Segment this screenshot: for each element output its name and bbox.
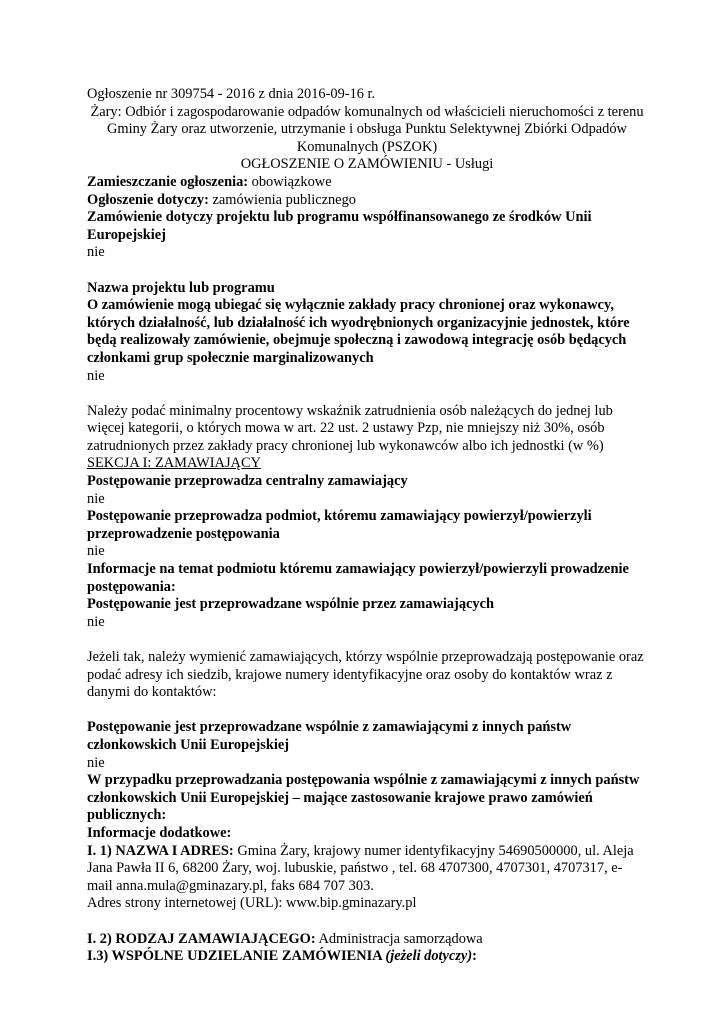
joint-award-italic: (jeżeli dotyczy) [385, 948, 473, 965]
entity-info-label: Informacje na temat podmiotu któremu zamawiający powierzył/powierzyli prowadzenie postępowania: [87, 561, 629, 595]
address-row [87, 843, 647, 896]
spacer [87, 702, 647, 720]
section-heading: SEKCJA I: ZAMAWIAJĄCY [87, 455, 261, 472]
central-label: Postępowanie przeprowadza centralny zamawiający [87, 473, 408, 490]
eu-project-value: nie [87, 244, 105, 261]
eu-joint-value: nie [87, 754, 105, 771]
website-line: Adres strony internetowej (URL): www.bip.gminazary.pl [87, 895, 417, 912]
joint-award-row [87, 948, 647, 966]
concerns-label: Ogłoszenie dotyczy: [87, 191, 209, 208]
central-value: nie [87, 490, 105, 507]
spacer [87, 385, 647, 403]
placement-row [87, 174, 647, 192]
eu-law-label: W przypadku przeprowadzania postępowania wspólnie z zamawiającymi z innych państw członkowskich Unii Europejskiej – mające zastosowanie krajowe prawo zamówień publicznych: [87, 772, 640, 824]
additional-info-label: Informacje dodatkowe: [87, 824, 232, 841]
notice-line: Ogłoszenie nr 309754 - 2016 z dnia 2016-09-16 r. [87, 86, 376, 102]
sheltered-value: nie [87, 367, 105, 384]
joint-award-label: I.3) WSPÓLNE UDZIELANIE ZAMÓWIENIA [87, 948, 386, 965]
placement-value: obowiązkowe [248, 173, 332, 190]
entrusted-value: nie [87, 543, 105, 560]
joint-note: Jeżeli tak, należy wymienić zamawiających, którzy wspólnie przeprowadzają postępowanie oraz podać adresy ich siedzib, krajowe numery identyfikacyjne oraz osoby do kontaktów wraz z danymi do kontaktów: [87, 649, 644, 701]
address-value: Gmina Żary, krajowy numer identyfikacyjny 54690500000, ul. Aleja Jana Pawła II 6, 68200 Żary, woj. lubuskie, państwo , tel. 68 4707300, 4707301, 4707317, e-mail anna.mula@gminazary.pl, faks 684 707 303. [87, 842, 634, 894]
type-label: I. 2) RODZAJ ZAMAWIAJĄCEGO: [87, 930, 316, 947]
spacer [87, 913, 647, 931]
placement-label: Zamieszczanie ogłoszenia: [87, 173, 249, 190]
eu-project-label: Zamówienie dotyczy projektu lub programu współfinansowanego ze środków Unii Europejskiej [87, 209, 592, 243]
spacer [87, 262, 647, 280]
eu-joint-label: Postępowanie jest przeprowadzane wspólnie z zamawiającymi z innych państw członkowskich Unii Europejskiej [87, 719, 572, 753]
document-page [87, 86, 647, 966]
employment-note: Należy podać minimalny procentowy wskaźnik zatrudnienia osób należących do jednej lub więcej kategorii, o których mowa w art. 22 ust. 2 ustawy Pzp, nie mniejszy niż 30%, osób zatrudnionych przez zakłady pracy chronionej lub wykonawców albo ich jednostki (w %) [87, 402, 613, 454]
concerns-row [87, 192, 647, 210]
joint-value: nie [87, 613, 105, 630]
joint-label: Postępowanie jest przeprowadzane wspólnie przez zamawiających [87, 596, 494, 613]
address-label: I. 1) NAZWA I ADRES: [87, 842, 234, 859]
type-row [87, 931, 647, 949]
sheltered-label: O zamówienie mogą ubiegać się wyłącznie zakłady pracy chronionej oraz wykonawcy, których działalność, lub działalność ich wyodrębnionych organizacyjnie jednostek, które będą realizowały zamówienie, obejmuje społeczną i zawodową integrację osób będących członkami grup społecznie marginalizowanych [87, 297, 630, 366]
entrusted-label: Postępowanie przeprowadza podmiot, któremu zamawiający powierzył/powierzyli przeprowadzenie postępowania [87, 508, 592, 542]
notice-subtitle: OGŁOSZENIE O ZAMÓWIENIU - Usługi [240, 156, 494, 173]
spacer [87, 631, 647, 649]
concerns-value: zamówienia publicznego [208, 191, 356, 208]
type-value: Administracja samorządowa [315, 930, 483, 947]
joint-award-colon: : [472, 948, 477, 965]
program-name-label: Nazwa projektu lub programu [87, 279, 275, 296]
notice-title: Żary: Odbiór i zagospodarowanie odpadów komunalnych od właścicieli nieruchomości z terenu Gminy Żary oraz utworzenie, utrzymanie i obsługa Punktu Selektywnej Zbiórki Odpadów Komunalnych (PSZOK) [90, 103, 644, 155]
